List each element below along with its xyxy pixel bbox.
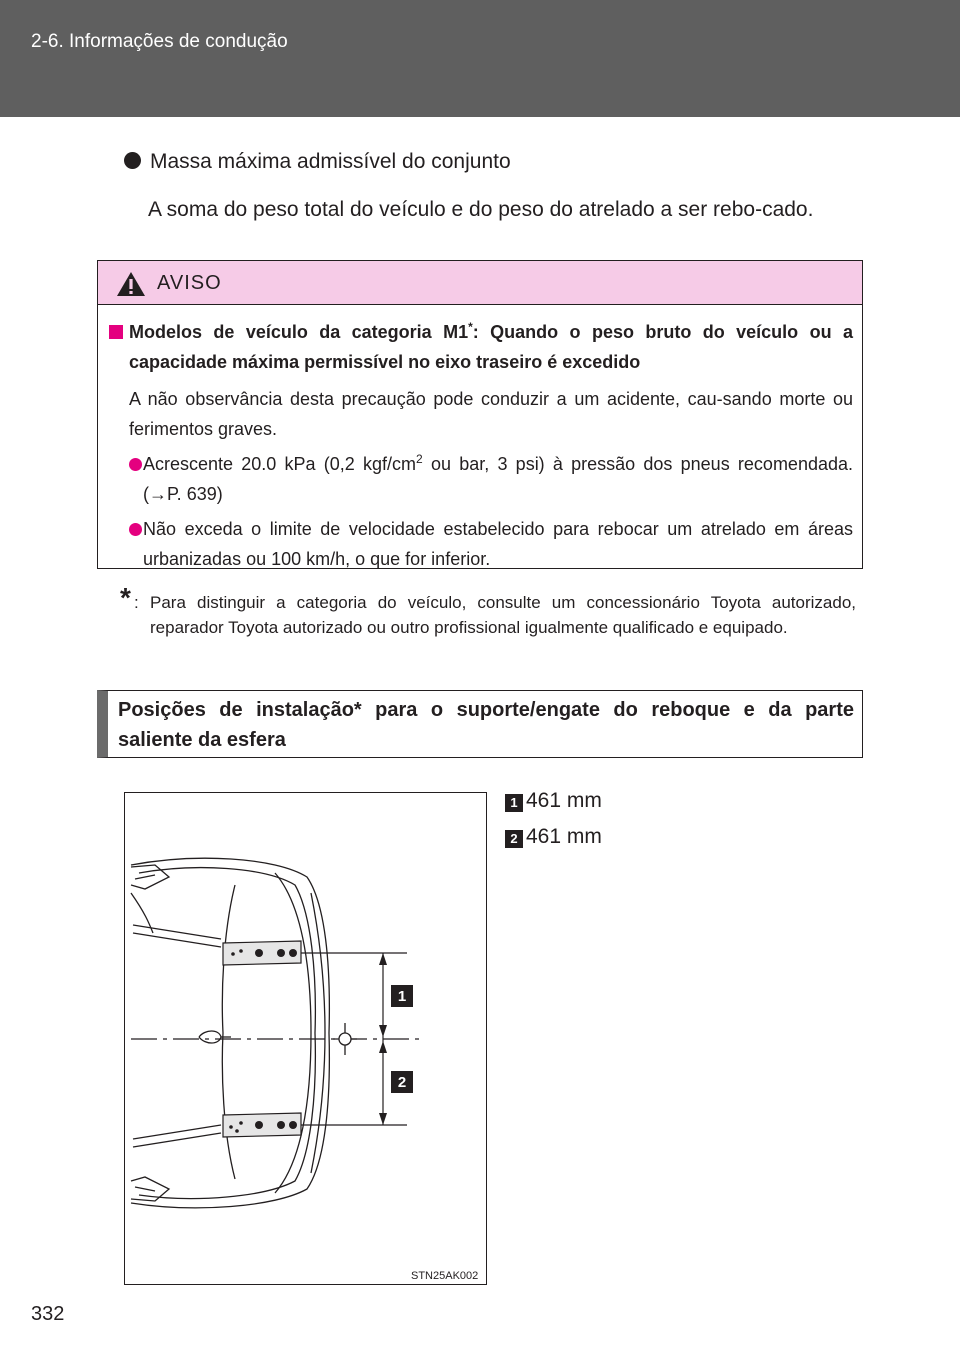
intro-paragraph: A soma do peso total do veículo e do peso do atrelado a ser rebo-cado. bbox=[148, 198, 814, 221]
warning-item-pressure: Acrescente 20.0 kPa (0,2 kgf/$cm^2$ ou bar, 3 psi) à pressão dos pneus recomendada. (→P. 639) bbox=[109, 449, 853, 509]
bullet-icon bbox=[129, 523, 142, 536]
page-header bbox=[0, 0, 960, 117]
warning-triangle-icon bbox=[116, 271, 146, 297]
footnote-text: Para distinguir a categoria do veículo, consulte um concessionário Toyota autorizado, reparador Toyota autorizado ou outro profissional igualmente qualificado e equipado. bbox=[150, 593, 856, 637]
section-breadcrumb: 2-6. Informações de condução bbox=[31, 31, 288, 52]
vehicle-rear-illustration bbox=[125, 793, 487, 1285]
square-bullet-icon bbox=[109, 325, 123, 339]
warning-label: AVISO bbox=[157, 272, 222, 294]
warning-item-speed: Não exceda o limite de velocidade estabelecido para rebocar um atrelado em áreas urbanizadas ou 100 km/h, o que for inferior. bbox=[109, 514, 853, 574]
callout-2: 2 bbox=[397, 1074, 407, 1091]
callout-number-icon: 1 bbox=[505, 794, 523, 812]
callout-1: 1 bbox=[397, 988, 407, 1005]
hitch-diagram bbox=[124, 792, 487, 1285]
callout-number-icon: 2 bbox=[505, 830, 523, 848]
footnote-marker: * bbox=[120, 582, 131, 613]
legend-item-1 bbox=[505, 789, 602, 813]
figure-code: STN25AK002 bbox=[411, 1270, 479, 1282]
warning-header bbox=[98, 261, 862, 305]
bullet-icon bbox=[124, 152, 141, 169]
arrow-icon: → bbox=[149, 484, 167, 504]
section-title: Posições de instalação* para o suporte/engate do reboque e da parte saliente da esfera bbox=[118, 699, 854, 751]
page-number: 332 bbox=[31, 1303, 65, 1325]
intro-bullet-text: Massa máxima admissível do conjunto bbox=[150, 150, 511, 173]
warning-text: A não observância desta precaução pode conduzir a um acidente, cau-sando morte ou ferimentos graves. bbox=[129, 389, 853, 439]
intro-bullet bbox=[124, 150, 511, 174]
warning-box bbox=[97, 260, 863, 569]
footnote: * : Para distinguir a categoria do veículo, consulte um concessionário Toyota autorizado, reparador Toyota autorizado ou outro profissional igualmente qualificado e equipado. bbox=[120, 590, 856, 640]
bullet-icon bbox=[129, 458, 142, 471]
legend-value: 461 mm bbox=[526, 825, 602, 848]
warning-title: Modelos de veículo da categoria M1*: Quando o peso bruto do veículo ou a capacidade máxima permissível no eixo traseiro é excedido bbox=[109, 317, 853, 377]
legend-value: 461 mm bbox=[526, 789, 602, 812]
legend-item-2 bbox=[505, 825, 602, 849]
section-heading bbox=[97, 690, 863, 758]
